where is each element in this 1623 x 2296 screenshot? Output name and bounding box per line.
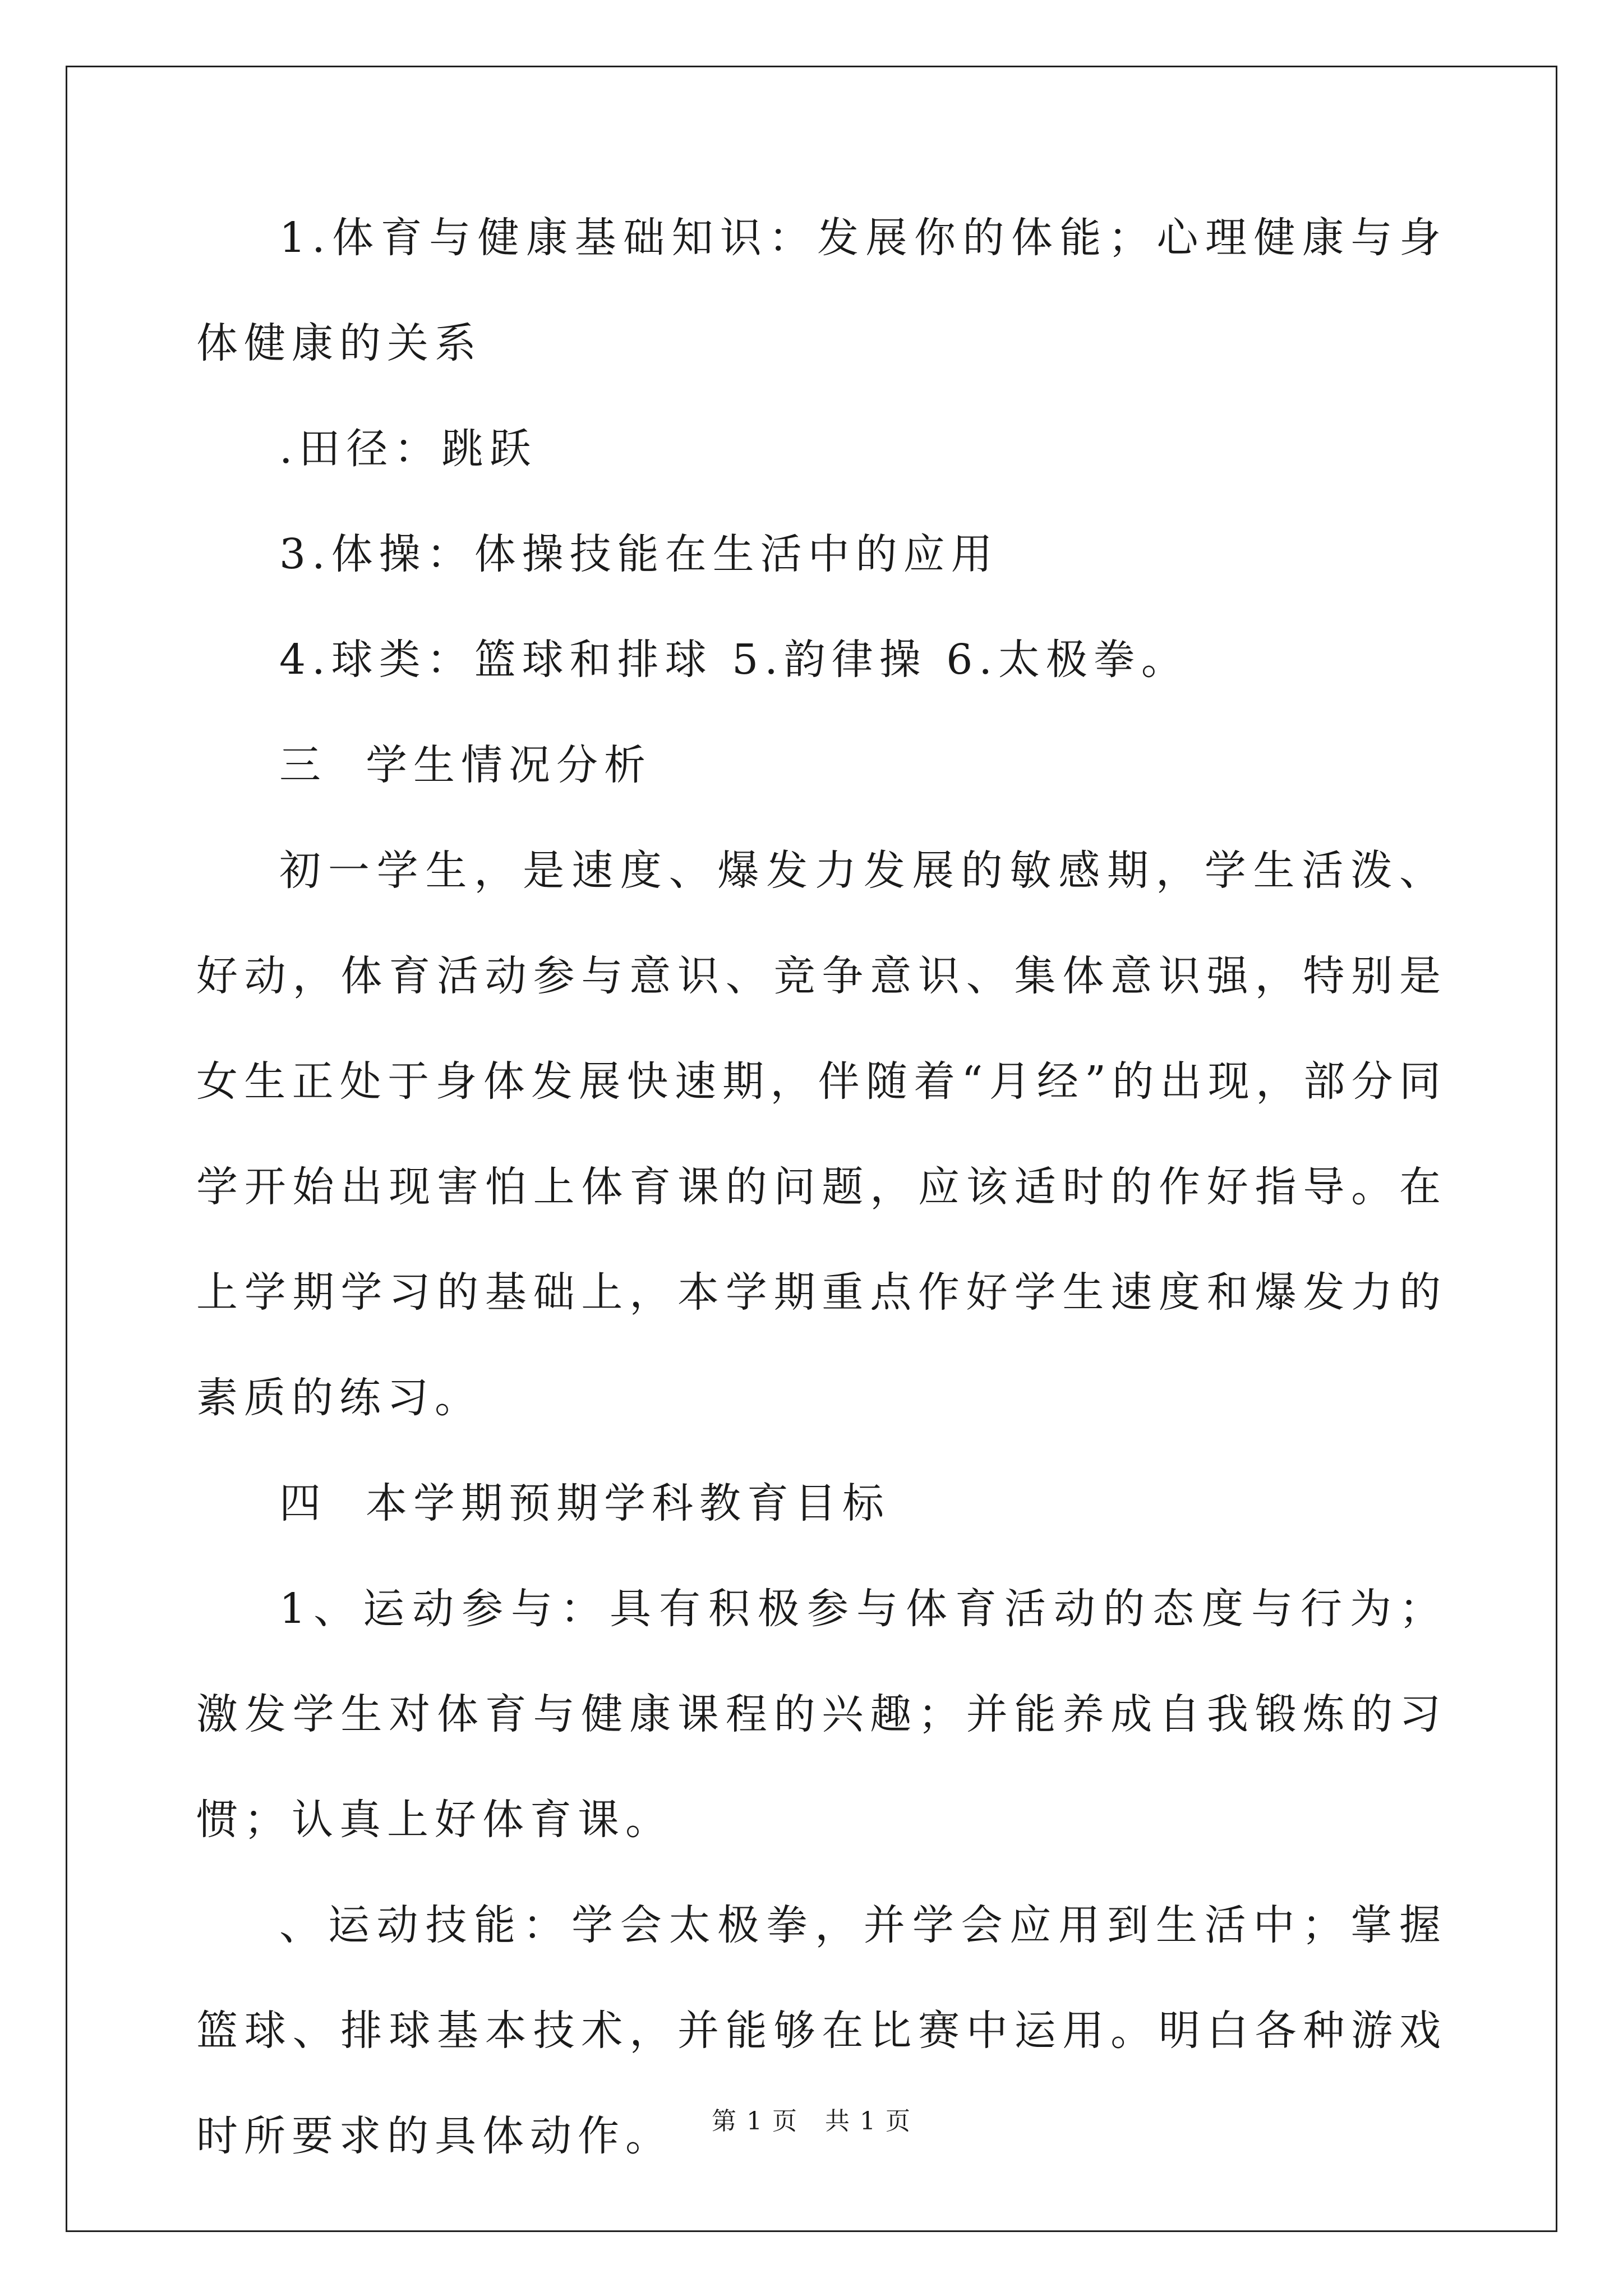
paragraph-track-field: .田径：跳跃 [279,425,537,473]
paragraph-student-analysis: 初一学生，是速度、爆发力发展的敏感期，学生活泼、好动，体育活动参与意识、竞争意识、集体意识强，特别是女生正处于身体发展快速期，伴随着“月经”的出现，部分同学开始出现害怕上体育课的问题，应该适时的作好指导。在上学期学习的基础上，本学期重点作好学生速度和爆发力的素质的练习。 [196,846,1447,1422]
page-footer: 第 1 页 共 1 页 [712,2107,911,2136]
paragraph-basic-knowledge: 1.体育与健康基础知识：发展你的体能；心理健康与身体健康的关系 [196,214,1447,367]
paragraph-ball-games: 4.球类：篮球和排球 5.韵律操 6.太极拳。 [279,636,1189,684]
section-heading-student-analysis: 三 学生情况分析 [279,741,652,789]
document-body [196,185,1447,2189]
paragraph-goal-participation: 1、运动参与：具有积极参与体育活动的态度与行为；激发学生对体育与健康课程的兴趣；并能养成自我锻炼的习惯；认真上好体育课。 [196,1585,1447,1844]
paragraph-goal-skills: 、运动技能：学会太极拳，并学会应用到生活中；掌握篮球、排球基本技术，并能够在比赛中运用。明白各种游戏时所要求的具体动作。 [196,1901,1447,2160]
section-heading-semester-goals: 四 本学期预期学科教育目标 [279,1479,891,1527]
paragraph-gymnastics: 3.体操：体操技能在生活中的应用 [279,530,999,578]
